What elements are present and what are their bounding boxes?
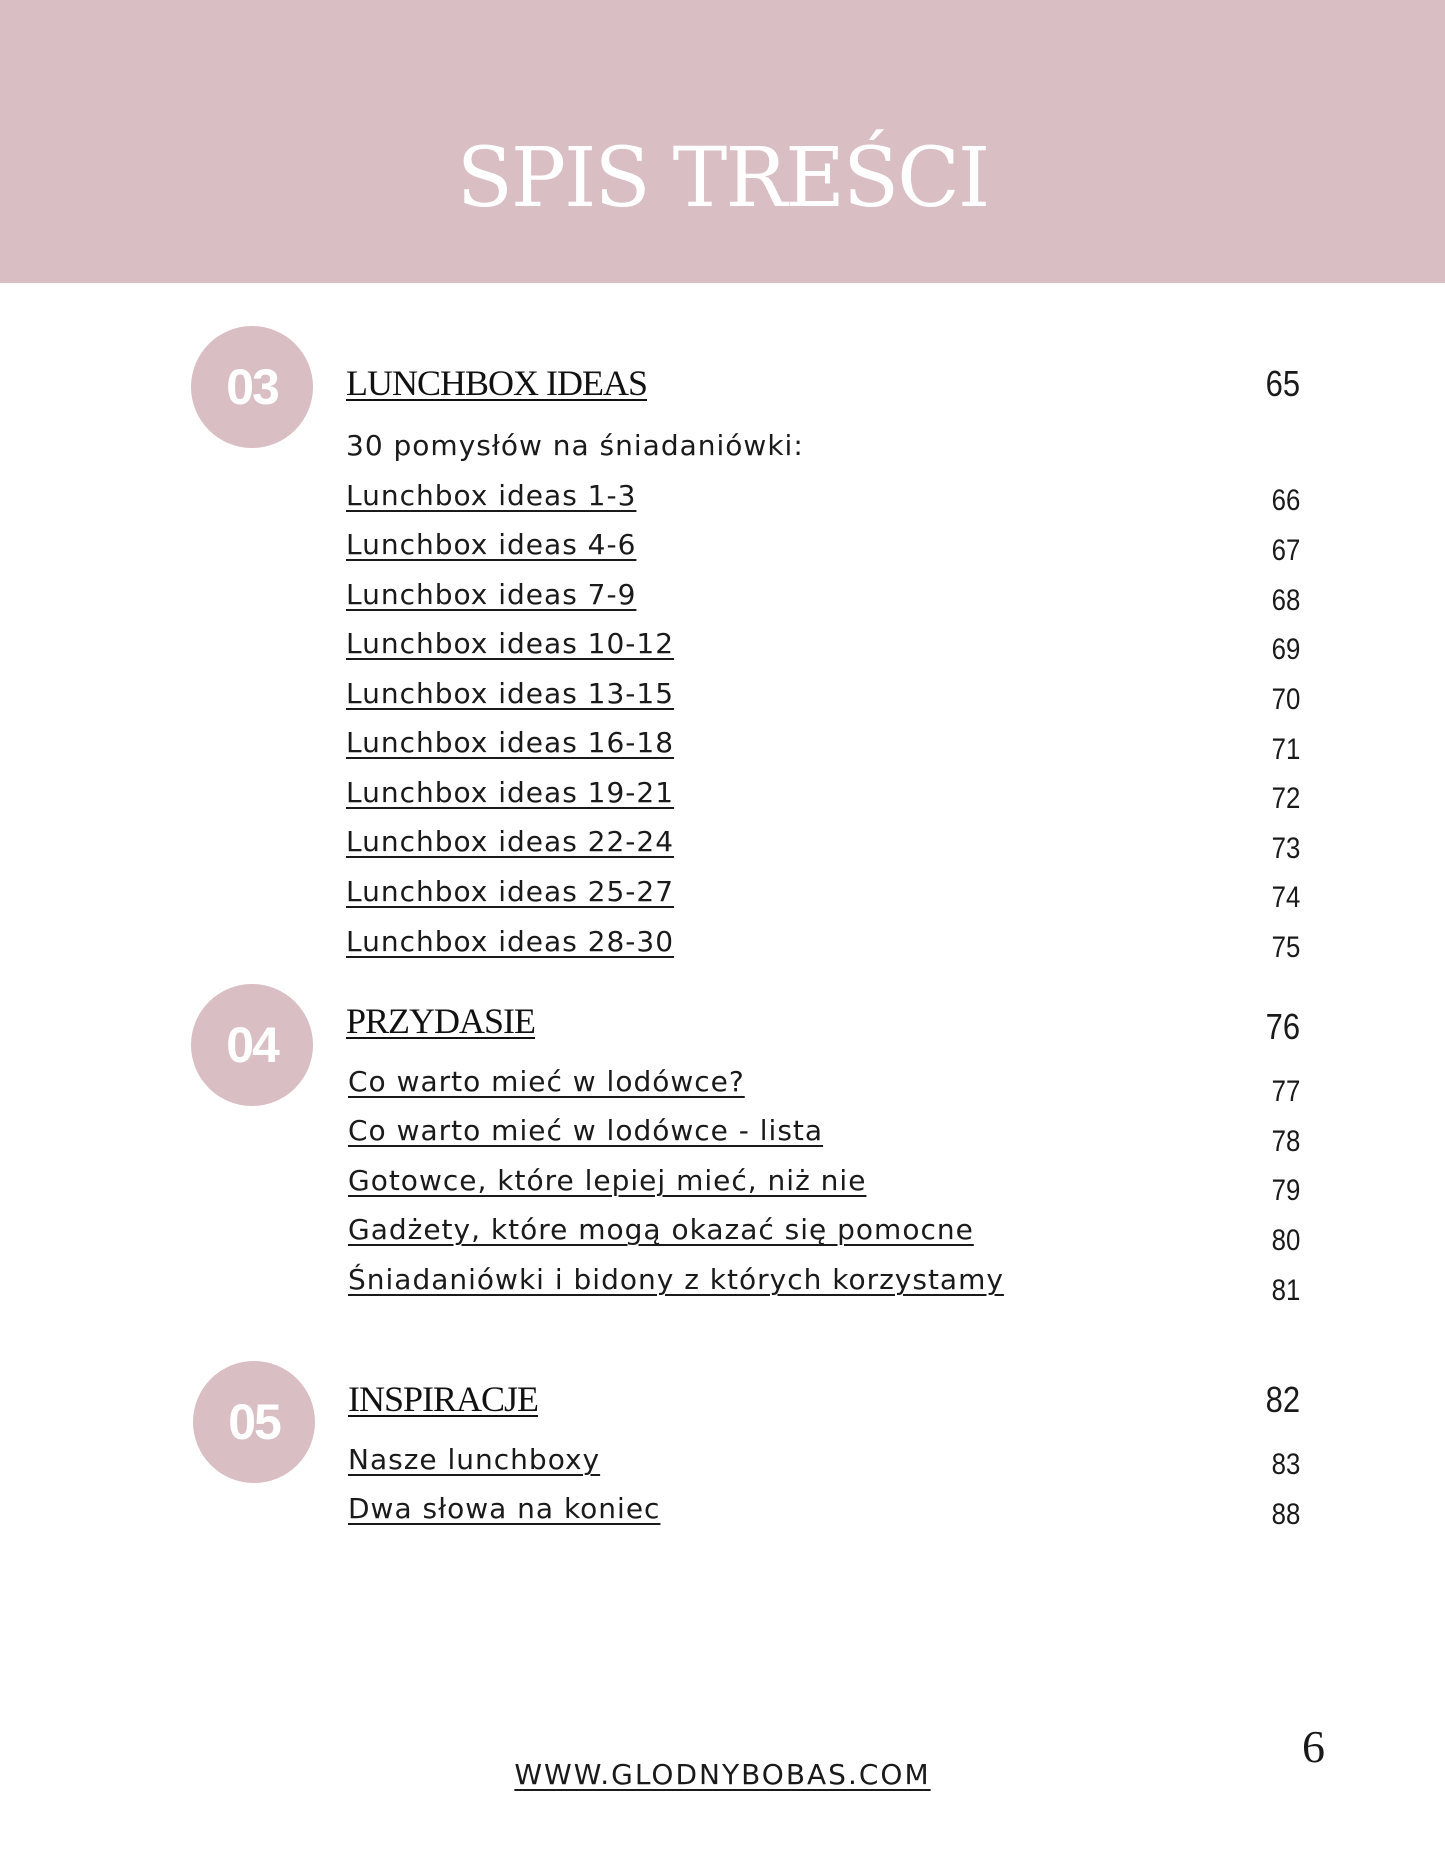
toc-entry-page: 83 [1271, 1448, 1300, 1481]
section-number-badge: 03 [191, 326, 313, 448]
toc-entry-page: 75 [1271, 931, 1300, 964]
toc-entry-page: 66 [1271, 484, 1300, 517]
section-number-badge: 04 [191, 984, 313, 1106]
website-link[interactable]: WWW.GLODNYBOBAS.COM [514, 1758, 931, 1791]
toc-entry-page: 67 [1271, 534, 1300, 567]
section-heading-link[interactable]: INSPIRACJE [348, 1379, 539, 1419]
toc-entry-link[interactable]: Lunchbox ideas 16-18 [346, 726, 675, 759]
section-subtitle: 30 pomysłów na śniadaniówki: [346, 429, 804, 462]
toc-entry-link[interactable]: Lunchbox ideas 13-15 [346, 677, 675, 710]
toc-entry-link[interactable]: Lunchbox ideas 4-6 [346, 528, 637, 561]
toc-entry-page: 70 [1271, 683, 1300, 716]
section-heading-link[interactable]: PRZYDASIE [346, 1001, 536, 1041]
toc-entry-page: 81 [1271, 1274, 1300, 1307]
header-banner [0, 0, 1445, 283]
toc-entry-link[interactable]: Lunchbox ideas 22-24 [346, 825, 675, 858]
toc-entry-page: 73 [1271, 832, 1300, 865]
toc-entry-page: 79 [1271, 1174, 1300, 1207]
toc-entry-link[interactable]: Gotowce, które lepiej mieć, niż nie [348, 1164, 867, 1197]
page-number: 6 [1302, 1721, 1325, 1772]
toc-entry-link[interactable]: Co warto mieć w lodówce? [348, 1065, 745, 1098]
toc-entry-page: 80 [1271, 1224, 1300, 1257]
toc-entry-page: 78 [1271, 1125, 1300, 1158]
section-number-badge: 05 [193, 1361, 315, 1483]
page-title: SPIS TREŚCI [456, 131, 989, 226]
toc-entry-page: 74 [1271, 881, 1300, 914]
toc-entry-link[interactable]: Gadżety, które mogą okazać się pomocne [348, 1213, 974, 1246]
toc-entry-link[interactable]: Lunchbox ideas 1-3 [346, 479, 637, 512]
toc-entry-link[interactable]: Lunchbox ideas 10-12 [346, 627, 675, 660]
toc-entry-link[interactable]: Dwa słowa na koniec [348, 1492, 661, 1525]
toc-entry-link[interactable]: Śniadaniówki i bidony z których korzystamy [348, 1263, 1004, 1296]
toc-entry-link[interactable]: Co warto mieć w lodówce - lista [348, 1114, 824, 1147]
toc-entry-page: 88 [1271, 1498, 1300, 1531]
toc-entry-page: 71 [1271, 733, 1300, 766]
toc-entry-link[interactable]: Lunchbox ideas 7-9 [346, 578, 637, 611]
section-page-number: 76 [1265, 1006, 1300, 1047]
toc-entry-page: 69 [1271, 633, 1300, 666]
section-page-number: 82 [1265, 1379, 1300, 1420]
section-heading-link[interactable]: LUNCHBOX IDEAS [346, 363, 647, 403]
toc-entry-link[interactable]: Lunchbox ideas 25-27 [346, 875, 675, 908]
toc-entry-page: 68 [1271, 584, 1300, 617]
toc-entry-link[interactable]: Lunchbox ideas 28-30 [346, 925, 675, 958]
toc-entry-link[interactable]: Nasze lunchboxy [348, 1443, 601, 1476]
section-page-number: 65 [1265, 363, 1300, 404]
toc-entry-link[interactable]: Lunchbox ideas 19-21 [346, 776, 675, 809]
toc-entry-page: 77 [1271, 1075, 1300, 1108]
toc-entry-page: 72 [1271, 782, 1300, 815]
